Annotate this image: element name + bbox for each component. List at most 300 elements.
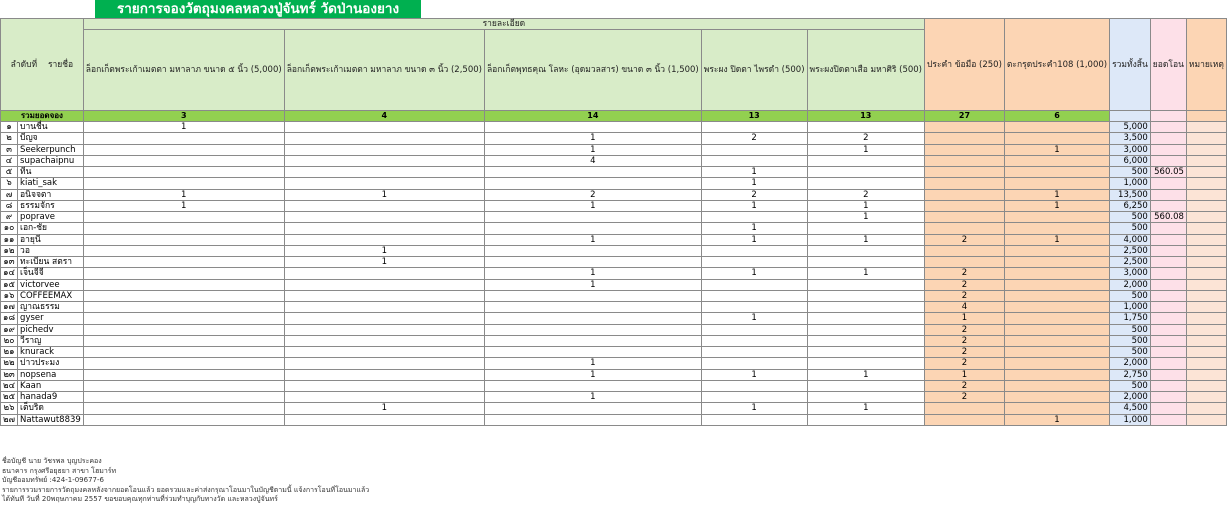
cell-no[interactable]: ๒๒	[1, 358, 18, 369]
cell-c2[interactable]	[284, 212, 484, 223]
cell-note[interactable]	[1186, 167, 1226, 178]
header-total[interactable]: รวมทั้งสิ้น	[1110, 19, 1151, 111]
cell-c5[interactable]	[807, 380, 924, 391]
cell-c7[interactable]	[1004, 369, 1109, 380]
cell-c4[interactable]	[701, 335, 807, 346]
cell-c6[interactable]	[925, 167, 1005, 178]
cell-c3[interactable]	[484, 414, 701, 425]
cell-no[interactable]: ๒๔	[1, 380, 18, 391]
cell-c1[interactable]	[83, 290, 284, 301]
cell-c6[interactable]: 2	[925, 380, 1005, 391]
cell-name[interactable]: เต็บริด	[18, 403, 84, 414]
cell-c3[interactable]	[484, 178, 701, 189]
cell-c2[interactable]	[284, 155, 484, 166]
header-col1[interactable]: ล็อกเก็ตพระเก้าเมตตา มหาลาภ ขนาด ๕ นิ้ว (5,000)	[83, 30, 284, 111]
cell-c2[interactable]	[284, 234, 484, 245]
cell-name[interactable]: อายุนี	[18, 234, 84, 245]
total-blank-total[interactable]	[1110, 111, 1151, 122]
cell-transfer[interactable]	[1150, 234, 1186, 245]
cell-c3[interactable]: 1	[484, 358, 701, 369]
cell-c5[interactable]: 1	[807, 200, 924, 211]
cell-c6[interactable]: 2	[925, 290, 1005, 301]
cell-c4[interactable]: 1	[701, 268, 807, 279]
cell-total[interactable]: 500	[1110, 380, 1151, 391]
cell-c3[interactable]: 2	[484, 189, 701, 200]
cell-c2[interactable]	[284, 144, 484, 155]
cell-c2[interactable]	[284, 200, 484, 211]
cell-c3[interactable]: 1	[484, 234, 701, 245]
cell-transfer[interactable]	[1150, 245, 1186, 256]
header-col2[interactable]: ล็อกเก็ตพระเก้าเมตตา มหาลาภ ขนาด ๓ นิ้ว (2,500)	[284, 30, 484, 111]
cell-transfer[interactable]	[1150, 380, 1186, 391]
cell-no[interactable]: ๘	[1, 200, 18, 211]
cell-c6[interactable]	[925, 403, 1005, 414]
header-no[interactable]	[1, 19, 84, 111]
cell-c1[interactable]	[83, 133, 284, 144]
cell-total[interactable]: 2,750	[1110, 369, 1151, 380]
cell-c5[interactable]: 1	[807, 144, 924, 155]
cell-c1[interactable]	[83, 279, 284, 290]
cell-c4[interactable]: 1	[701, 313, 807, 324]
cell-c4[interactable]: 1	[701, 167, 807, 178]
cell-total[interactable]: 500	[1110, 324, 1151, 335]
cell-c1[interactable]	[83, 392, 284, 403]
cell-c1[interactable]	[83, 302, 284, 313]
cell-total[interactable]: 6,000	[1110, 155, 1151, 166]
cell-c4[interactable]	[701, 279, 807, 290]
cell-c3[interactable]: 1	[484, 279, 701, 290]
cell-c2[interactable]	[284, 133, 484, 144]
cell-c1[interactable]	[83, 414, 284, 425]
cell-note[interactable]	[1186, 347, 1226, 358]
cell-c4[interactable]	[701, 245, 807, 256]
cell-no[interactable]: ๒๐	[1, 335, 18, 346]
cell-c4[interactable]	[701, 414, 807, 425]
cell-c2[interactable]	[284, 358, 484, 369]
cell-c6[interactable]	[925, 122, 1005, 133]
cell-note[interactable]	[1186, 234, 1226, 245]
total-col1[interactable]: 3	[83, 111, 284, 122]
cell-c3[interactable]	[484, 245, 701, 256]
cell-c2[interactable]	[284, 324, 484, 335]
cell-c7[interactable]	[1004, 257, 1109, 268]
cell-c4[interactable]: 1	[701, 369, 807, 380]
cell-c4[interactable]	[701, 257, 807, 268]
cell-note[interactable]	[1186, 144, 1226, 155]
cell-c6[interactable]	[925, 144, 1005, 155]
cell-c4[interactable]: 1	[701, 234, 807, 245]
cell-transfer[interactable]	[1150, 358, 1186, 369]
cell-note[interactable]	[1186, 290, 1226, 301]
cell-note[interactable]	[1186, 414, 1226, 425]
cell-c6[interactable]: 2	[925, 279, 1005, 290]
cell-c3[interactable]: 1	[484, 268, 701, 279]
cell-c5[interactable]	[807, 155, 924, 166]
cell-c4[interactable]	[701, 122, 807, 133]
cell-total[interactable]: 500	[1110, 347, 1151, 358]
cell-c3[interactable]: 4	[484, 155, 701, 166]
cell-c5[interactable]	[807, 358, 924, 369]
cell-c1[interactable]	[83, 144, 284, 155]
total-blank-transfer[interactable]	[1150, 111, 1186, 122]
cell-transfer[interactable]	[1150, 268, 1186, 279]
cell-c4[interactable]	[701, 212, 807, 223]
cell-transfer[interactable]	[1150, 369, 1186, 380]
cell-c4[interactable]	[701, 155, 807, 166]
cell-c5[interactable]	[807, 347, 924, 358]
cell-c4[interactable]: 1	[701, 223, 807, 234]
total-col6[interactable]: 27	[925, 111, 1005, 122]
cell-note[interactable]	[1186, 122, 1226, 133]
cell-transfer[interactable]	[1150, 347, 1186, 358]
cell-c4[interactable]	[701, 347, 807, 358]
cell-transfer[interactable]	[1150, 392, 1186, 403]
cell-c3[interactable]	[484, 403, 701, 414]
cell-c6[interactable]	[925, 212, 1005, 223]
cell-name[interactable]: ปาวประมง	[18, 358, 84, 369]
cell-c6[interactable]: 4	[925, 302, 1005, 313]
cell-name[interactable]: COFFEEMAX	[18, 290, 84, 301]
cell-c3[interactable]	[484, 302, 701, 313]
cell-c1[interactable]	[83, 358, 284, 369]
header-note[interactable]: หมายเหตุ	[1186, 19, 1226, 111]
cell-c3[interactable]: 1	[484, 133, 701, 144]
cell-name[interactable]: victorvee	[18, 279, 84, 290]
cell-no[interactable]: ๙	[1, 212, 18, 223]
cell-total[interactable]: 500	[1110, 335, 1151, 346]
header-col3[interactable]: ล็อกเก็ตพุทธคุณ โลหะ (อุดมวลสาร) ขนาด ๓ นิ้ว (1,500)	[484, 30, 701, 111]
cell-no[interactable]: ๗	[1, 189, 18, 200]
cell-c5[interactable]: 1	[807, 212, 924, 223]
cell-total[interactable]: 500	[1110, 223, 1151, 234]
cell-c1[interactable]	[83, 223, 284, 234]
cell-total[interactable]: 2,500	[1110, 245, 1151, 256]
cell-c1[interactable]	[83, 403, 284, 414]
cell-c5[interactable]	[807, 335, 924, 346]
cell-total[interactable]: 6,250	[1110, 200, 1151, 211]
cell-no[interactable]: ๒	[1, 133, 18, 144]
cell-transfer[interactable]	[1150, 144, 1186, 155]
cell-c7[interactable]: 1	[1004, 144, 1109, 155]
cell-c7[interactable]	[1004, 223, 1109, 234]
cell-c4[interactable]: 1	[701, 403, 807, 414]
cell-c1[interactable]	[83, 324, 284, 335]
cell-transfer[interactable]	[1150, 257, 1186, 268]
cell-note[interactable]	[1186, 268, 1226, 279]
cell-transfer[interactable]	[1150, 324, 1186, 335]
cell-name[interactable]: ญาณธรรม	[18, 302, 84, 313]
cell-c5[interactable]	[807, 290, 924, 301]
cell-c1[interactable]	[83, 155, 284, 166]
cell-no[interactable]: ๖	[1, 178, 18, 189]
total-col7[interactable]: 6	[1004, 111, 1109, 122]
cell-c4[interactable]: 2	[701, 133, 807, 144]
cell-c7[interactable]	[1004, 290, 1109, 301]
cell-note[interactable]	[1186, 403, 1226, 414]
cell-c4[interactable]: 1	[701, 178, 807, 189]
cell-no[interactable]: ๑๓	[1, 257, 18, 268]
cell-note[interactable]	[1186, 313, 1226, 324]
cell-total[interactable]: 1,000	[1110, 302, 1151, 313]
cell-c3[interactable]: 1	[484, 392, 701, 403]
cell-c6[interactable]: 2	[925, 392, 1005, 403]
cell-total[interactable]: 500	[1110, 167, 1151, 178]
total-col2[interactable]: 4	[284, 111, 484, 122]
header-col6[interactable]: ประคำ ข้อมือ (250)	[925, 19, 1005, 111]
cell-no[interactable]: ๑๑	[1, 234, 18, 245]
cell-c1[interactable]	[83, 369, 284, 380]
header-group[interactable]: รายละเอียด	[83, 19, 924, 30]
cell-total[interactable]: 500	[1110, 212, 1151, 223]
cell-name[interactable]: poprave	[18, 212, 84, 223]
cell-c2[interactable]	[284, 380, 484, 391]
cell-total[interactable]: 2,000	[1110, 279, 1151, 290]
cell-note[interactable]	[1186, 358, 1226, 369]
cell-note[interactable]	[1186, 302, 1226, 313]
cell-c7[interactable]: 1	[1004, 414, 1109, 425]
cell-c1[interactable]	[83, 257, 284, 268]
cell-c7[interactable]: 1	[1004, 234, 1109, 245]
cell-no[interactable]: ๔	[1, 155, 18, 166]
cell-note[interactable]	[1186, 223, 1226, 234]
cell-transfer[interactable]	[1150, 178, 1186, 189]
cell-no[interactable]: ๑	[1, 122, 18, 133]
cell-transfer[interactable]: 560.05	[1150, 167, 1186, 178]
cell-c7[interactable]	[1004, 155, 1109, 166]
cell-c2[interactable]	[284, 223, 484, 234]
cell-c5[interactable]: 1	[807, 403, 924, 414]
cell-c3[interactable]	[484, 223, 701, 234]
cell-transfer[interactable]	[1150, 122, 1186, 133]
cell-note[interactable]	[1186, 133, 1226, 144]
cell-note[interactable]	[1186, 200, 1226, 211]
cell-c7[interactable]	[1004, 167, 1109, 178]
cell-name[interactable]: pichedv	[18, 324, 84, 335]
cell-note[interactable]	[1186, 257, 1226, 268]
cell-name[interactable]: เจ็นจีจี	[18, 268, 84, 279]
cell-note[interactable]	[1186, 189, 1226, 200]
cell-c7[interactable]	[1004, 380, 1109, 391]
cell-c3[interactable]	[484, 324, 701, 335]
cell-c7[interactable]	[1004, 133, 1109, 144]
cell-no[interactable]: ๑๙	[1, 324, 18, 335]
cell-c2[interactable]	[284, 279, 484, 290]
cell-note[interactable]	[1186, 324, 1226, 335]
cell-c3[interactable]	[484, 380, 701, 391]
cell-name[interactable]: knurack	[18, 347, 84, 358]
cell-c2[interactable]: 1	[284, 257, 484, 268]
cell-c1[interactable]	[83, 268, 284, 279]
cell-total[interactable]: 3,000	[1110, 268, 1151, 279]
cell-total[interactable]: 2,000	[1110, 358, 1151, 369]
cell-c5[interactable]	[807, 414, 924, 425]
cell-transfer[interactable]	[1150, 335, 1186, 346]
cell-total[interactable]: 4,000	[1110, 234, 1151, 245]
cell-c1[interactable]	[83, 347, 284, 358]
cell-c6[interactable]	[925, 245, 1005, 256]
cell-c7[interactable]	[1004, 403, 1109, 414]
cell-c3[interactable]	[484, 347, 701, 358]
cell-name[interactable]: Kaan	[18, 380, 84, 391]
cell-note[interactable]	[1186, 335, 1226, 346]
cell-transfer[interactable]	[1150, 155, 1186, 166]
cell-c4[interactable]	[701, 380, 807, 391]
cell-c7[interactable]	[1004, 268, 1109, 279]
cell-c7[interactable]	[1004, 302, 1109, 313]
total-col5[interactable]: 13	[807, 111, 924, 122]
cell-c7[interactable]	[1004, 245, 1109, 256]
cell-total[interactable]: 1,000	[1110, 414, 1151, 425]
cell-no[interactable]: ๒๕	[1, 392, 18, 403]
cell-transfer[interactable]	[1150, 200, 1186, 211]
cell-c4[interactable]	[701, 302, 807, 313]
cell-transfer[interactable]	[1150, 279, 1186, 290]
cell-c5[interactable]	[807, 178, 924, 189]
cell-c5[interactable]	[807, 313, 924, 324]
cell-c2[interactable]	[284, 313, 484, 324]
cell-c2[interactable]	[284, 268, 484, 279]
cell-total[interactable]: 3,500	[1110, 133, 1151, 144]
cell-c7[interactable]	[1004, 279, 1109, 290]
cell-c5[interactable]	[807, 279, 924, 290]
cell-c1[interactable]	[83, 335, 284, 346]
cell-c5[interactable]: 1	[807, 234, 924, 245]
cell-c2[interactable]	[284, 369, 484, 380]
cell-c3[interactable]	[484, 257, 701, 268]
cell-c5[interactable]	[807, 392, 924, 403]
cell-c5[interactable]	[807, 167, 924, 178]
cell-name[interactable]: ธรรมจักร	[18, 200, 84, 211]
cell-c1[interactable]	[83, 234, 284, 245]
header-col5[interactable]: พระผงปิดตาเสือ มหาศิริ (500)	[807, 30, 924, 111]
cell-c5[interactable]	[807, 245, 924, 256]
cell-total[interactable]: 1,000	[1110, 178, 1151, 189]
cell-note[interactable]	[1186, 155, 1226, 166]
cell-c6[interactable]	[925, 133, 1005, 144]
total-blank-note[interactable]	[1186, 111, 1226, 122]
cell-no[interactable]: ๑๖	[1, 290, 18, 301]
cell-c7[interactable]	[1004, 347, 1109, 358]
cell-c6[interactable]	[925, 223, 1005, 234]
totals-label[interactable]: รวมยอดจอง	[1, 111, 84, 122]
cell-c3[interactable]	[484, 335, 701, 346]
cell-no[interactable]: ๑๗	[1, 302, 18, 313]
cell-c2[interactable]	[284, 302, 484, 313]
cell-c6[interactable]: 2	[925, 358, 1005, 369]
cell-name[interactable]: gyser	[18, 313, 84, 324]
cell-total[interactable]: 3,000	[1110, 144, 1151, 155]
cell-total[interactable]: 4,500	[1110, 403, 1151, 414]
cell-transfer[interactable]	[1150, 414, 1186, 425]
cell-c2[interactable]	[284, 167, 484, 178]
cell-name[interactable]: supachaipnu	[18, 155, 84, 166]
cell-no[interactable]: ๒๓	[1, 369, 18, 380]
cell-c5[interactable]	[807, 324, 924, 335]
header-col4[interactable]: พระผง ปิดตา ไพรดำ (500)	[701, 30, 807, 111]
cell-c3[interactable]	[484, 313, 701, 324]
cell-no[interactable]: ๑๕	[1, 279, 18, 290]
cell-no[interactable]: ๕	[1, 167, 18, 178]
cell-transfer[interactable]	[1150, 302, 1186, 313]
cell-c4[interactable]	[701, 324, 807, 335]
cell-name[interactable]: ทีน	[18, 167, 84, 178]
cell-name[interactable]: อนิจจตา	[18, 189, 84, 200]
total-col3[interactable]: 14	[484, 111, 701, 122]
cell-name[interactable]: hanada9	[18, 392, 84, 403]
cell-c2[interactable]	[284, 347, 484, 358]
cell-c6[interactable]: 2	[925, 335, 1005, 346]
cell-no[interactable]: ๒๑	[1, 347, 18, 358]
cell-c2[interactable]: 1	[284, 245, 484, 256]
cell-c6[interactable]	[925, 257, 1005, 268]
cell-name[interactable]: วีราญ	[18, 335, 84, 346]
cell-c4[interactable]	[701, 144, 807, 155]
cell-total[interactable]: 13,500	[1110, 189, 1151, 200]
cell-transfer[interactable]: 560.08	[1150, 212, 1186, 223]
cell-note[interactable]	[1186, 212, 1226, 223]
cell-no[interactable]: ๑๔	[1, 268, 18, 279]
cell-c1[interactable]	[83, 245, 284, 256]
cell-c6[interactable]	[925, 200, 1005, 211]
cell-note[interactable]	[1186, 392, 1226, 403]
cell-c1[interactable]	[83, 313, 284, 324]
cell-name[interactable]: วอ	[18, 245, 84, 256]
cell-c1[interactable]	[83, 178, 284, 189]
cell-total[interactable]: 500	[1110, 290, 1151, 301]
cell-name[interactable]: kiati_sak	[18, 178, 84, 189]
cell-c6[interactable]: 2	[925, 324, 1005, 335]
cell-c5[interactable]: 2	[807, 133, 924, 144]
cell-c3[interactable]	[484, 290, 701, 301]
cell-c4[interactable]	[701, 358, 807, 369]
cell-c6[interactable]: 1	[925, 313, 1005, 324]
cell-c6[interactable]	[925, 414, 1005, 425]
cell-c7[interactable]: 1	[1004, 200, 1109, 211]
cell-c5[interactable]	[807, 257, 924, 268]
cell-c6[interactable]: 2	[925, 234, 1005, 245]
cell-transfer[interactable]	[1150, 223, 1186, 234]
cell-transfer[interactable]	[1150, 189, 1186, 200]
cell-c5[interactable]: 2	[807, 189, 924, 200]
cell-c7[interactable]: 1	[1004, 189, 1109, 200]
header-transfer[interactable]: ยอดโอน	[1150, 19, 1186, 111]
cell-c2[interactable]: 1	[284, 189, 484, 200]
cell-c2[interactable]	[284, 178, 484, 189]
cell-c5[interactable]	[807, 223, 924, 234]
cell-c7[interactable]	[1004, 335, 1109, 346]
cell-c2[interactable]	[284, 392, 484, 403]
cell-c3[interactable]: 1	[484, 200, 701, 211]
total-col4[interactable]: 13	[701, 111, 807, 122]
cell-c1[interactable]	[83, 212, 284, 223]
cell-c1[interactable]: 1	[83, 189, 284, 200]
cell-c3[interactable]: 1	[484, 144, 701, 155]
cell-c3[interactable]	[484, 212, 701, 223]
cell-c3[interactable]	[484, 122, 701, 133]
cell-no[interactable]: ๑๐	[1, 223, 18, 234]
cell-name[interactable]: nopsena	[18, 369, 84, 380]
cell-transfer[interactable]	[1150, 403, 1186, 414]
cell-c4[interactable]: 1	[701, 200, 807, 211]
cell-transfer[interactable]	[1150, 133, 1186, 144]
cell-c1[interactable]: 1	[83, 200, 284, 211]
cell-c5[interactable]	[807, 122, 924, 133]
cell-c3[interactable]: 1	[484, 369, 701, 380]
cell-c1[interactable]	[83, 167, 284, 178]
cell-name[interactable]: Seekerpunch	[18, 144, 84, 155]
cell-no[interactable]: ๑๒	[1, 245, 18, 256]
cell-no[interactable]: ๓	[1, 144, 18, 155]
